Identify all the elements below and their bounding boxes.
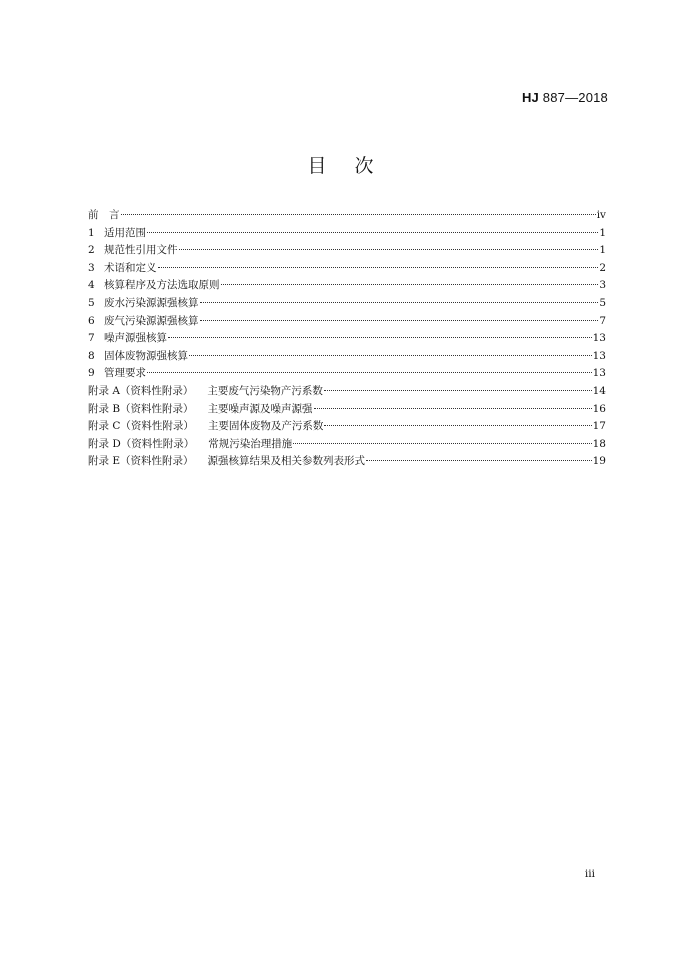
toc-leader-dots [200, 320, 599, 321]
toc-page-number: 2 [599, 261, 606, 274]
toc-page-number: 16 [592, 402, 606, 415]
toc-entry-9[interactable] [88, 365, 606, 383]
toc-entry-label: 主要固体废物及产污系数 [207, 420, 324, 433]
toc-entry-label: 术语和定义 [104, 261, 157, 274]
toc-leader-dots [158, 267, 599, 268]
toc-page-number: 19 [592, 455, 606, 468]
toc-entry-7[interactable] [88, 330, 606, 348]
toc-leader-dots [200, 302, 599, 303]
page-title-char-1: 目 [307, 155, 327, 177]
toc-leader-dots [147, 372, 592, 373]
toc-appendix-number: 附录 A（资料性附录） [88, 384, 194, 397]
toc-entry-label: 主要噪声源及噪声源强 [207, 402, 313, 415]
toc-leader-dots [324, 390, 592, 391]
toc-page-number: 13 [592, 349, 606, 362]
toc-entry-8[interactable] [88, 348, 606, 366]
toc-entry-number: 6 [88, 314, 95, 327]
toc-entry-number: 5 [88, 296, 95, 309]
toc-leader-dots [314, 408, 592, 409]
toc-page-number: 13 [592, 332, 606, 345]
toc-entry-4[interactable] [88, 277, 606, 295]
standard-code [522, 90, 608, 105]
toc-leader-dots [121, 214, 596, 215]
toc-entry-label: 源强核算结果及相关参数列表形式 [207, 455, 366, 468]
toc-leader-dots [168, 337, 592, 338]
toc-entry-appendix-e[interactable] [88, 453, 606, 471]
toc-entry-label: 适用范围 [104, 226, 146, 239]
toc-page-number: 7 [599, 314, 606, 327]
toc-entry-number: 9 [88, 367, 95, 380]
toc-entry-label: 废水污染源源强核算 [104, 296, 199, 309]
toc-entry-number: 4 [88, 279, 95, 292]
toc-entry-6[interactable] [88, 313, 606, 331]
table-of-contents [88, 207, 606, 471]
toc-entry-label: 管理要求 [104, 367, 146, 380]
toc-appendix-number: 附录 D（资料性附录） [88, 437, 195, 450]
toc-page-number: 3 [599, 279, 606, 292]
toc-page-number: iv [596, 209, 606, 221]
toc-entry-appendix-d[interactable] [88, 436, 606, 454]
toc-page-number: 14 [592, 384, 606, 397]
toc-leader-dots [147, 232, 598, 233]
toc-entry-number: 2 [88, 244, 95, 257]
toc-entry-2[interactable] [88, 242, 606, 260]
toc-entry-label: 主要废气污染物产污系数 [207, 384, 323, 397]
toc-entry-appendix-c[interactable] [88, 418, 606, 436]
toc-entry-label: 噪声源强核算 [104, 332, 167, 345]
toc-page-number: 1 [599, 226, 606, 239]
toc-appendix-number: 附录 C（资料性附录） [88, 420, 194, 433]
page-number-footer: iii [584, 868, 595, 880]
toc-leader-dots [179, 249, 599, 250]
toc-leader-dots [221, 284, 599, 285]
toc-entry-appendix-a[interactable] [88, 383, 606, 401]
toc-entry-foreword[interactable] [88, 207, 606, 225]
toc-page-number: 1 [599, 244, 606, 257]
toc-leader-dots [324, 425, 591, 426]
page-title-char-2: 次 [354, 155, 374, 177]
toc-entry-label: 前 言 [88, 209, 120, 221]
page-title [0, 151, 681, 178]
toc-entry-number: 3 [88, 261, 95, 274]
toc-entry-3[interactable] [88, 260, 606, 278]
toc-entry-number: 8 [88, 349, 95, 362]
toc-appendix-number: 附录 B（资料性附录） [88, 402, 194, 415]
toc-entry-1[interactable] [88, 225, 606, 243]
toc-entry-label: 固体废物源强核算 [104, 349, 188, 362]
toc-page-number: 17 [592, 420, 606, 433]
toc-page-number: 18 [592, 437, 606, 450]
standard-code-number: 887—2018 [538, 90, 608, 105]
toc-appendix-number: 附录 E（资料性附录） [88, 455, 194, 468]
toc-leader-dots [293, 443, 591, 444]
toc-entry-label: 核算程序及方法选取原则 [104, 279, 220, 292]
toc-page-number: 13 [592, 367, 606, 380]
toc-entry-label: 常规污染治理措施 [208, 437, 293, 450]
toc-entry-number: 7 [88, 332, 95, 345]
toc-page-number: 5 [599, 296, 606, 309]
toc-leader-dots [366, 460, 592, 461]
toc-entry-label: 规范性引用文件 [104, 244, 178, 257]
toc-entry-5[interactable] [88, 295, 606, 313]
toc-entry-appendix-b[interactable] [88, 401, 606, 419]
toc-leader-dots [189, 355, 592, 356]
toc-entry-number: 1 [88, 226, 95, 239]
standard-code-prefix: HJ [521, 90, 539, 105]
toc-entry-label: 废气污染源源强核算 [104, 314, 199, 327]
